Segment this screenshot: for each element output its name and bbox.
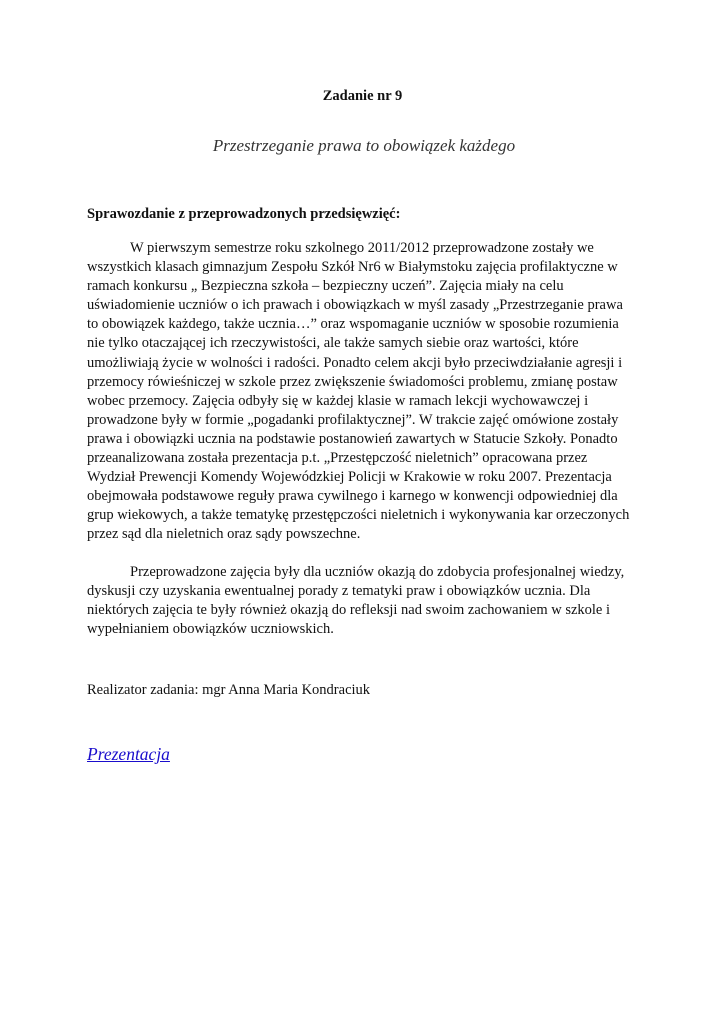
paragraph-1 xyxy=(87,239,631,545)
document-subtitle: Przestrzeganie prawa to obowiązek każdego xyxy=(212,136,516,155)
paragraph-1-line: przemocy rówieśniczej w szkole przez zwiększenie świadomości problemu, zmianę postaw xyxy=(87,373,618,390)
realizer-line: Realizator zadania: mgr Anna Maria Kondraciuk xyxy=(87,682,371,698)
paragraph-2-line: wypełnianiem obowiązków uczniowskich. xyxy=(87,621,334,638)
paragraph-1-line: W pierwszym semestrze roku szkolnego 2011/2012 przeprowadzone zostały we xyxy=(130,240,594,256)
paragraph-1-line: prowadzone były w formie „pogadanki profilaktycznej”. W trakcie zajęć omówione zostały xyxy=(87,411,619,428)
paragraph-1-line: to obowiązek każdego, także ucznia…” oraz wspomaganie uczniów w sposobie rozumienia xyxy=(87,316,619,333)
report-heading: Sprawozdanie z przeprowadzonych przedsięwzięć: xyxy=(87,206,401,222)
paragraph-1-line: ramach konkursu „ Bezpieczna szkoła – bezpieczny uczeń”. Zajęcia miały na celu xyxy=(87,278,564,295)
paragraph-1-line: przeanalizowana została prezentacja p.t. „Przestępczość nieletnich” opracowana przez xyxy=(87,450,588,467)
paragraph-1-line: prawa i obowiązki ucznia na podstawie postanowień zawartych w Statucie Szkoły. Ponadto xyxy=(87,430,618,447)
paragraph-1-line: wszystkich klasach gimnazjum Zespołu Szkół Nr6 w Białymstoku zajęcia profilaktyczne w xyxy=(87,259,618,276)
paragraph-1-line: wobec przemocy. Zajęcia odbyły się w każdej klasie w ramach lekcji wychowawczej i xyxy=(87,392,589,409)
paragraph-1-line: grup wiekowych, a także tematykę przestępczości nieletnich i wykonywania kar orzeczonych xyxy=(87,507,630,524)
paragraph-1-line: umożliwiają życie w wolności i radości. Ponadto celem akcji było przeciwdziałanie agresji i xyxy=(87,354,623,371)
paragraph-2-line: Przeprowadzone zajęcia były dla uczniów okazją do zdobycia profesjonalnej wiedzy, xyxy=(130,564,625,580)
paragraph-1-line: przez sąd dla nieletnich oraz sądy powszechne. xyxy=(87,526,361,543)
paragraph-2-line: dyskusji czy uzyskania ewentualnej porady z tematyki praw i obowiązków ucznia. Dla xyxy=(87,583,591,600)
paragraph-1-line: nie tylko otaczającej ich rzeczywistości, ale także samych siebie oraz wartości, które xyxy=(87,335,579,352)
paragraph-1-line: uświadomienie uczniów o ich prawach i obowiązkach w myśl zasady „Przestrzeganie prawa xyxy=(87,297,623,314)
paragraph-1-line: obejmowała podstawowe reguły prawa cywilnego i karnego w konwencji odpowiedniej dla xyxy=(87,488,618,505)
paragraph-2-line: niektórych zajęcia te były również okazją do refleksji nad swoim zachowaniem w szkole i xyxy=(87,602,611,619)
presentation-link[interactable]: Prezentacja xyxy=(87,744,170,764)
paragraph-1-line: Wydział Prewencji Komendy Wojewódzkiej Policji w Krakowie w roku 2007. Prezentacja xyxy=(87,469,612,486)
task-number-heading: Zadanie nr 9 xyxy=(322,88,403,104)
paragraph-2 xyxy=(87,563,631,639)
